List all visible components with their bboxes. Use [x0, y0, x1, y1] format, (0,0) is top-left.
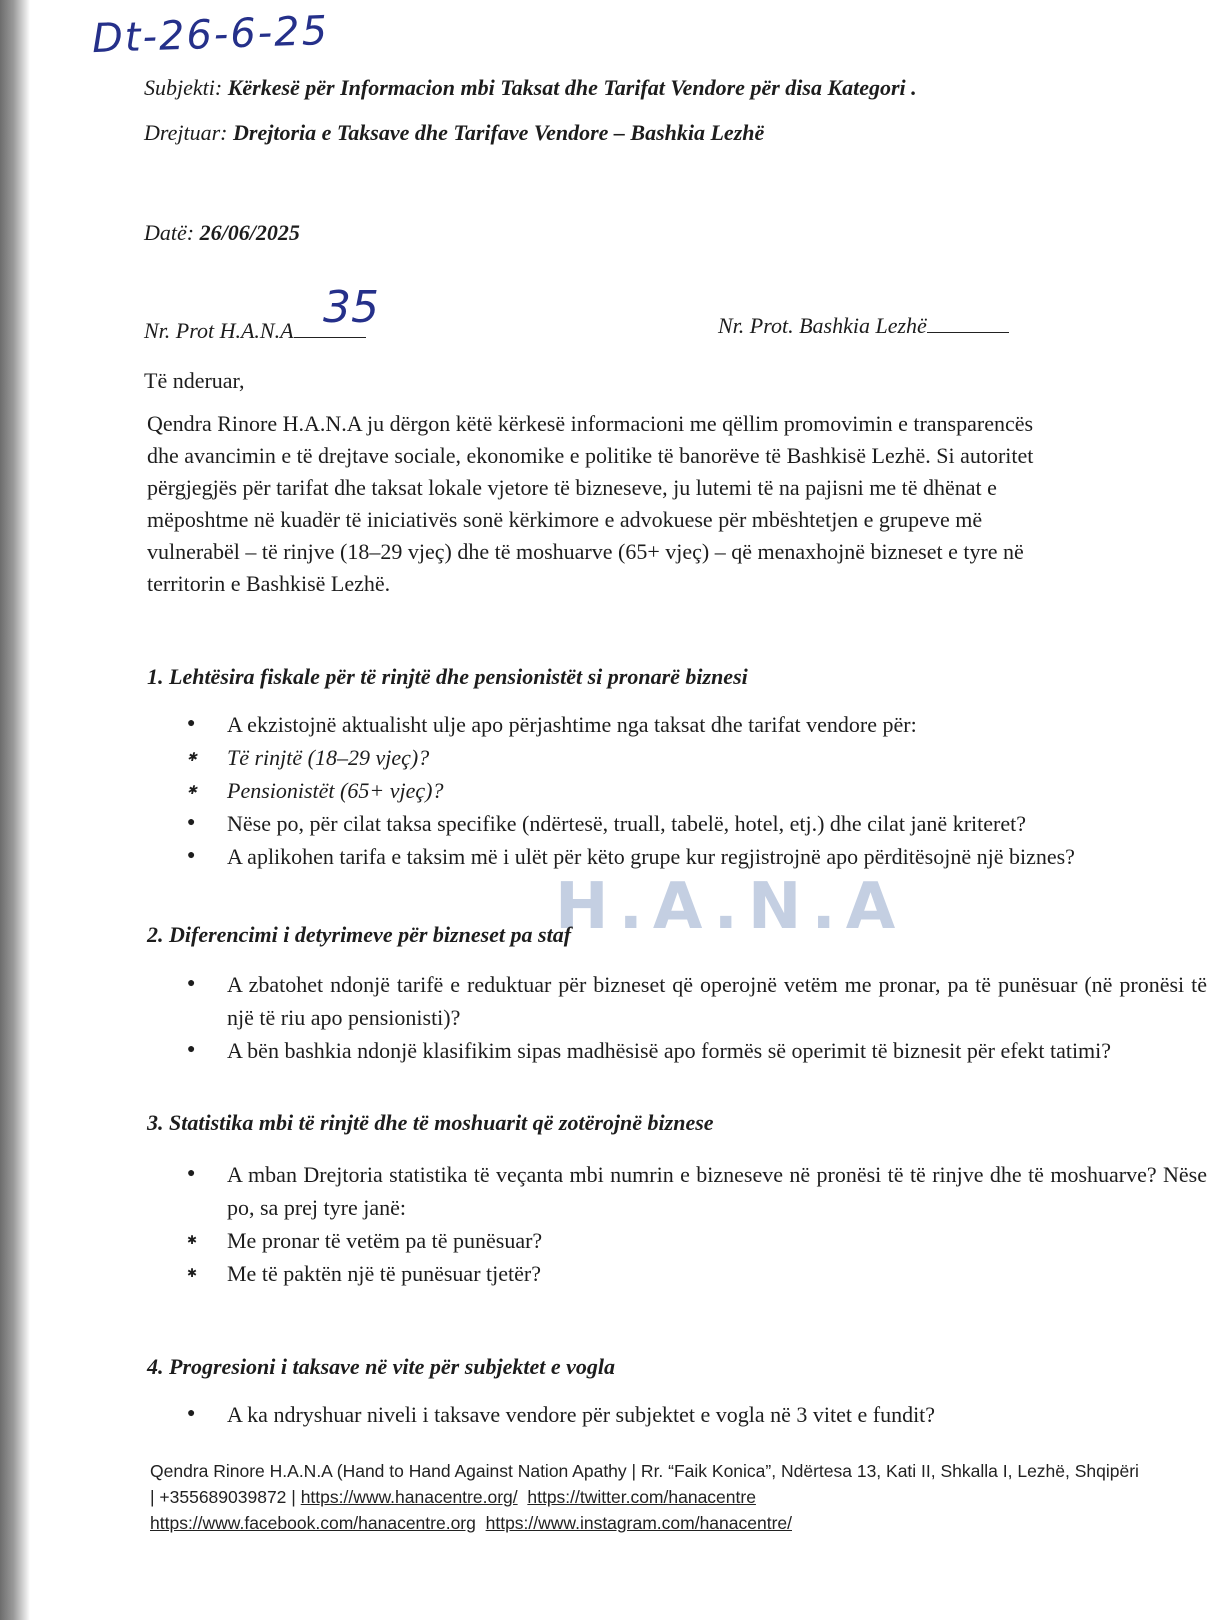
handwritten-protocol-number: 35 [323, 282, 379, 333]
footer-website-link[interactable]: https://www.hanacentre.org/ [300, 1487, 518, 1507]
scan-left-shadow [0, 0, 30, 1620]
section-3-list [187, 1158, 1207, 1290]
intro-line: Qendra Rinore H.A.N.A ju dërgon këtë kërkesë informacioni me qëllim promovimin e transparencës [147, 411, 1034, 436]
directed-text: Drejtoria e Taksave dhe Tarifave Vendore – Bashkia Lezhë [233, 120, 765, 145]
list-item: ● Nëse po, për cilat taksa specifike (ndërtesë, truall, tabelë, hotel, etj.) dhe cilat janë kriteret? [187, 807, 1192, 840]
footer-facebook-link[interactable]: https://www.facebook.com/hanacentre.org [150, 1513, 476, 1533]
section-4-list [187, 1398, 1197, 1431]
list-item: ● A ekzistojnë aktualisht ulje apo përjashtime nga taksat dhe tarifat vendore për: [187, 708, 1192, 741]
section-2-title: 2. Diferencimi i detyrimeve për bizneset pa staf [147, 922, 572, 947]
section-3-title: 3. Statistika mbi të rinjtë dhe të moshuarit që zotërojnë biznese [147, 1110, 714, 1135]
list-item: ● A mban Drejtoria statistika të veçanta mbi numrin e bizneseve në pronësi të të rinjve dhe të moshuarve? Nëse po, sa prej tyre janë: [187, 1158, 1207, 1224]
intro-line: përgjegjës për tarifat dhe taksat lokale vjetore të bizneseve, ju lutemi të na pajisni me të dhënat e [147, 475, 997, 500]
subject-line [144, 75, 917, 101]
intro-line: vulnerabël – të rinjve (18–29 vjeç) dhe të moshuarve (65+ vjeç) – që menaxhojnë bizneset e tyre në [147, 539, 1024, 564]
intro-line: mëposhtme në kuadër të iniciativës sonë kërkimore e advokuese për mbështetjen e grupeve më [147, 507, 983, 532]
footer-phone: | +355689039872 | [150, 1487, 296, 1507]
footer-org-line: Qendra Rinore H.A.N.A (Hand to Hand Against Nation Apathy | Rr. “Faik Konica”, Ndërtesa 13, Kati II, Shkalla I, Lezhë, Shqipëri [150, 1461, 1139, 1481]
date-value: 26/06/2025 [199, 220, 300, 245]
intro-line: territorin e Bashkisë Lezhë. [147, 571, 391, 596]
footer-twitter-link[interactable]: https://twitter.com/hanacentre [527, 1487, 756, 1507]
intro-line: dhe avancimin e të drejtave sociale, ekonomike e politike të banorëve të Bashkisë Lezhë. Si autoritet [147, 443, 1034, 468]
list-item: ● A bën bashkia ndonjë klasifikim sipas madhësisë apo formës së operimit të biznesit për efekt tatimi? [187, 1034, 1207, 1067]
list-item: ✱ Me të paktën një të punësuar tjetër? [187, 1257, 1207, 1290]
subject-text: Kërkesë për Informacion mbi Taksat dhe Tarifat Vendore për disa Kategori . [227, 75, 917, 100]
date-line [144, 220, 300, 246]
footer-instagram-link[interactable]: https://www.instagram.com/hanacentre/ [485, 1513, 792, 1533]
list-item: ✱ Të rinjtë (18–29 vjeç)? [187, 741, 1192, 774]
hana-watermark: H.A.N.A [555, 870, 906, 944]
footer [150, 1458, 1215, 1536]
section-1-list [187, 708, 1192, 873]
intro-paragraph [147, 408, 1207, 600]
protocol-bashkia-label: Nr. Prot. Bashkia Lezhë [718, 313, 927, 338]
list-item: ✱ Pensionistët (65+ vjeç)? [187, 774, 1192, 807]
subject-label: Subjekti: [144, 75, 223, 100]
section-2-list [187, 968, 1207, 1067]
protocol-hana-label: Nr. Prot H.A.N.A [144, 318, 294, 343]
protocol-bashkia-blank [927, 314, 1009, 333]
directed-line [144, 120, 764, 146]
handwritten-date-note: Dt-26-6-25 [91, 7, 330, 63]
date-label: Datë: [144, 220, 195, 245]
list-item: ✱ Me pronar të vetëm pa të punësuar? [187, 1224, 1207, 1257]
list-item: ● A aplikohen tarifa e taksim më i ulët për këto grupe kur regjistrojnë apo përditësojnë një biznes? [187, 840, 1192, 873]
protocol-bashkia-line [718, 313, 1009, 339]
section-4-title: 4. Progresioni i taksave në vite për subjektet e vogla [147, 1354, 616, 1379]
greeting: Të nderuar, [144, 368, 245, 393]
list-item: ● A ka ndryshuar niveli i taksave vendore për subjektet e vogla në 3 vitet e fundit? [187, 1398, 1197, 1431]
section-1-title: 1. Lehtësira fiskale për të rinjtë dhe pensionistët si pronarë biznesi [147, 664, 748, 689]
list-item: ● A zbatohet ndonjë tarifë e reduktuar për bizneset që operojnë vetëm me pronar, pa të punësuar (në pronësi të një të riu apo pensionisti)? [187, 968, 1207, 1034]
directed-label: Drejtuar: [144, 120, 228, 145]
